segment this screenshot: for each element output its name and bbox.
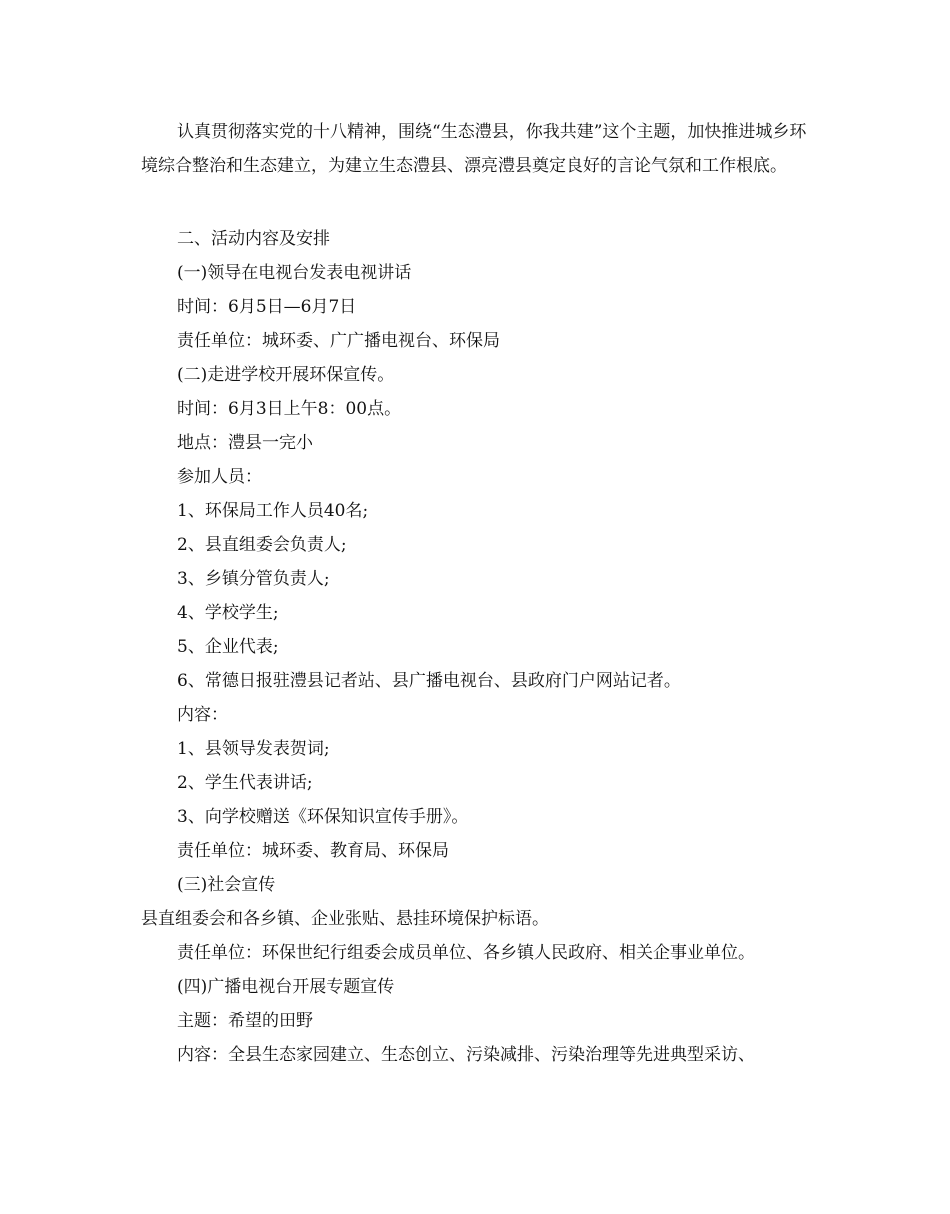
item-heading-social-promotion: (三)社会宣传	[177, 875, 276, 895]
item-heading-broadcast-promotion: (四)广播电视台开展专题宣传	[177, 977, 395, 997]
social-promotion-responsible-units: 责任单位：环保世纪行组委会成员单位、各乡镇人民政府、相关企事业单位。	[177, 943, 755, 963]
participant-item: 3、乡镇分管负责人;	[177, 569, 330, 589]
tv-speech-responsible-units: 责任单位：城环委、广广播电视台、环保局	[177, 331, 500, 351]
school-promotion-time: 时间：6月3日上午8：00点。	[177, 399, 402, 419]
item-heading-tv-speech: (一)领导在电视台发表电视讲话	[177, 263, 412, 283]
participants-label: 参加人员：	[177, 467, 262, 487]
tv-speech-time: 时间：6月5日—6月7日	[177, 297, 357, 317]
content-item: 1、县领导发表贺词;	[177, 739, 330, 759]
participant-item: 6、常德日报驻澧县记者站、县广播电视台、县政府门户网站记者。	[177, 671, 681, 691]
broadcast-theme: 主题：希望的田野	[177, 1011, 313, 1031]
intro-paragraph: 认真贯彻落实党的十八精神，围绕“生态澧县，你我共建”这个主题，加快推进城乡环境综合整治和生态建立，为建立生态澧县、漂亮澧县奠定良好的言论气氛和工作根底。	[141, 122, 807, 176]
participant-item: 2、县直组委会负责人;	[177, 535, 347, 555]
participant-item: 4、学校学生;	[177, 603, 279, 623]
content-item: 2、学生代表讲话;	[177, 773, 313, 793]
item-heading-school-promotion: (二)走进学校开展环保宣传。	[177, 365, 395, 385]
school-promotion-location: 地点：澧县一完小	[177, 433, 313, 453]
social-promotion-description: 县直组委会和各乡镇、企业张贴、悬挂环境保护标语。	[141, 909, 549, 929]
content-item: 3、向学校赠送《环保知识宣传手册》。	[177, 807, 469, 827]
school-promotion-responsible-units: 责任单位：城环委、教育局、环保局	[177, 841, 449, 861]
participant-item: 1、环保局工作人员40名;	[177, 501, 369, 521]
broadcast-content: 内容：全县生态家园建立、生态创立、污染减排、污染治理等先进典型采访、	[177, 1045, 755, 1065]
participant-item: 5、企业代表;	[177, 637, 279, 657]
section-heading-activities: 二、活动内容及安排	[177, 229, 330, 249]
content-label: 内容：	[177, 705, 228, 725]
